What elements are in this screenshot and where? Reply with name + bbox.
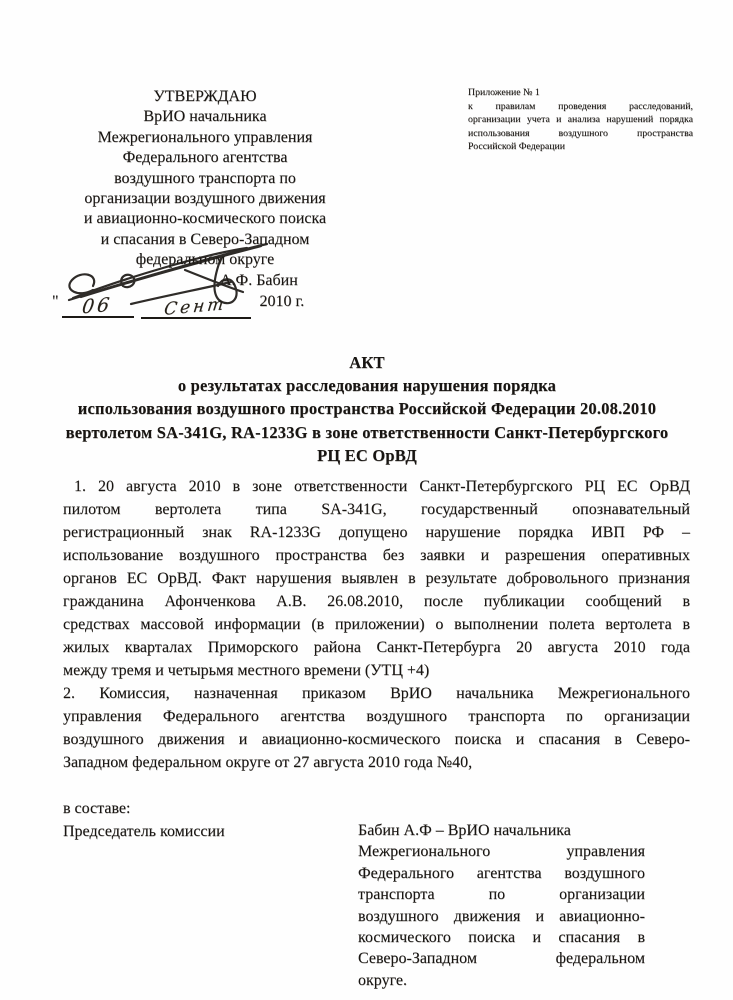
title-line: использования воздушного пространства Российской Федерации 20.08.2010 (77, 399, 657, 419)
approval-line: Федерального агентства (122, 149, 288, 167)
paragraph-line: гражданина Афонченкова А.В. 26.08.2010, после публикации сообщений в (63, 593, 690, 610)
paragraph-line: жилых кварталах Приморского района Санкт-Петербурга 20 августа 2010 года (63, 639, 690, 656)
handwritten-signature (35, 240, 375, 325)
paragraph-line: 1. 20 августа 2010 в зоне ответственности Санкт-Петербургского РЦ ЕС ОрВД (74, 478, 690, 495)
annex-line: использования воздушного пространства (468, 127, 693, 139)
chairman-line: транспорта по организации (358, 886, 645, 904)
paragraph-2 (63, 682, 690, 774)
commission-row (63, 820, 690, 991)
paragraph-line: 2. Комиссия, назначенная приказом ВрИО начальника Межрегионального (63, 685, 690, 702)
approval-line: федеральном округе (135, 251, 275, 269)
approval-line: и спасания в Северо-Западном (100, 230, 310, 248)
paragraph-line: между тремя и четырьмя местного времени (УТЦ +4) (63, 662, 430, 679)
document-body (63, 475, 690, 991)
title-line: о результатах расследования нарушения порядка (177, 376, 557, 396)
chairman-line: космического поиска и спасания в (358, 929, 645, 947)
year-label: 2010 г. (259, 293, 305, 311)
chairman-line: округе. (358, 971, 408, 989)
chairman-line: Бабин А.Ф – ВрИО начальника (358, 822, 571, 839)
paragraph-line: управления Федерального агентства воздушного транспорта по организации (63, 708, 690, 725)
paragraph-line: пилотом вертолета типа SA-341G, государственный опознавательный (63, 501, 690, 518)
paragraph-line: использование воздушного пространства без заявки и разрешения оперативных (63, 547, 690, 564)
approval-line: воздушного транспорта по (114, 169, 296, 187)
handwritten-day: 06 (81, 293, 114, 319)
paragraph-line: Западном федеральном округе от 27 августа 2010 года №40, (63, 754, 473, 771)
approval-line: организации воздушного движения (84, 190, 326, 208)
annex-line: организации учета и анализа нарушений порядка (468, 114, 693, 125)
handwritten-month: Сент (163, 294, 228, 320)
title-line: вертолетом SA-341G, RA-1233G в зоне ответственности Санкт-Петербургского (65, 422, 669, 442)
paragraph-line: средствах массовой информации (в приложении) о выполнении полета вертолета в (63, 616, 690, 633)
composition-intro: в составе: (63, 800, 131, 817)
signature-stroke (69, 274, 94, 293)
chairman-line: Федерального агентства воздушного (358, 864, 645, 882)
chairman-line: Северо-Западном федеральном (358, 950, 645, 968)
chairman-description (358, 820, 645, 991)
title-line: РЦ ЕС ОрВД (317, 445, 417, 465)
signature-stroke (215, 258, 237, 303)
chairman-line: Межрегионального управления (358, 843, 645, 861)
paragraph-line: регистрационный знак RA-1233G допущено нарушение порядка ИВП РФ – (63, 524, 690, 541)
annex-line: Российской Федерации (468, 141, 565, 152)
paragraph-line: воздушного движения и авиационно-космического поиска и спасания в Северо- (63, 731, 690, 748)
title-line: АКТ (349, 353, 385, 372)
approval-line: Межрегионального управления (97, 128, 313, 146)
annex-line: к правилам проведения расследований, (468, 100, 693, 112)
chairman-line: воздушного движения и авиационно- (358, 907, 645, 925)
annex-note (468, 86, 693, 154)
paragraph-1 (63, 475, 690, 682)
paragraph-line: органов ЕС ОрВД. Факт нарушения выявлен в результате добровольного признания (63, 570, 690, 587)
document-title (36, 351, 698, 467)
signatory-name: А.Ф. Бабин (220, 271, 298, 289)
annex-line: Приложение № 1 (468, 87, 540, 98)
chairman-role-label: Председатель комиссии (63, 823, 225, 840)
approval-line: и авиационно-космического поиска (83, 210, 327, 228)
approval-line: УТВЕРЖДАЮ (153, 88, 257, 105)
approval-line: ВрИО начальника (143, 108, 267, 126)
open-quote: " (52, 293, 59, 311)
